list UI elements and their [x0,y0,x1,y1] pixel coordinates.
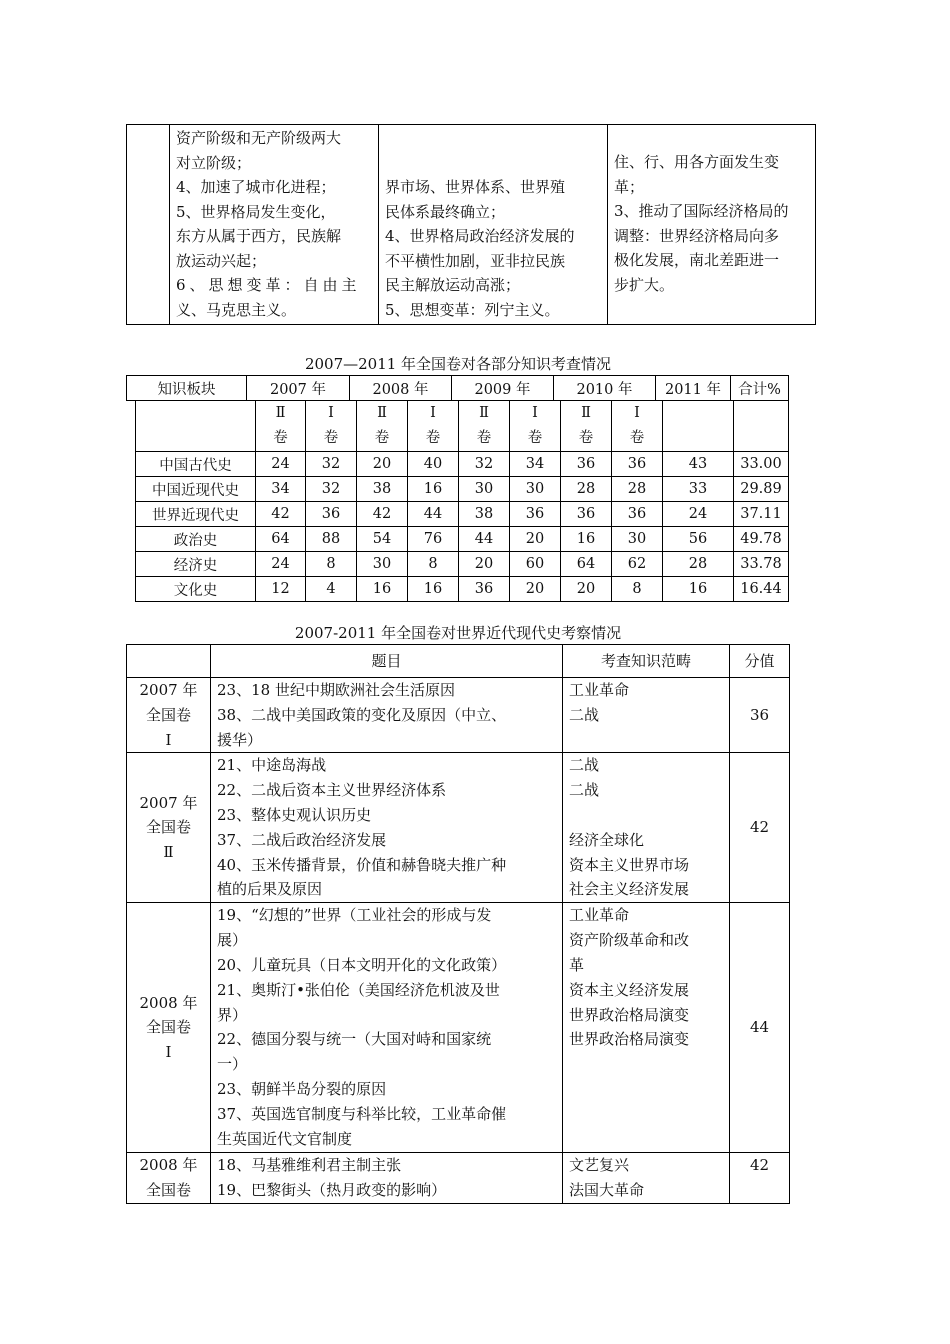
third-revolution-effects-cell [608,125,816,325]
table3-caption: 2007-2011 年全国卷对世界近代现代史考察情况 [294,624,622,642]
value-cell: 43 [663,452,734,477]
value-cell: 8 [306,552,357,577]
score-cell: 44 [730,903,790,1153]
industrial-revolution-effects-cell [170,125,379,325]
value-cell: 32 [306,477,357,502]
header-cell: 2009 年 [452,376,554,401]
value-cell: 38 [459,502,510,527]
text-line: 6、思想变革：自由主 [176,276,361,294]
value-cell: 30 [612,527,663,552]
score-cell: 42 [730,753,790,903]
questions-cell: 23、18 世纪中期欧洲社会生活原因 38、二战中美国政策的变化及原因（中立、 援华） [211,678,563,753]
value-cell: 36 [561,452,612,477]
value-cell: 36 [459,577,510,602]
questions-cell: 18、马基雅维利君主制主张 19、巴黎街头（热月政变的影响） [211,1153,563,1204]
value-cell: 32 [306,452,357,477]
questions-cell: 21、中途岛海战 22、二战后资本主义世界经济体系 23、整体史观认识历史 37、二战后政治经济发展 40、玉米传播背景，价值和赫鲁晓夫推广种 植的后果及原因 [211,753,563,903]
scope-cell: 工业革命 二战 [563,678,730,753]
text-line: 革； [614,177,645,196]
text-line: 3、推动了国际经济格局的 [614,202,789,220]
value-cell: 30 [357,552,408,577]
table2-body [135,400,789,602]
paper-label: 2008 年 全国卷 [127,1153,211,1204]
value-cell: 16 [663,577,734,602]
table2-header [126,375,789,401]
value-cell: 30 [510,477,561,502]
row-label: 经济史 [136,552,256,577]
value-cell: 24 [663,502,734,527]
value-cell: 56 [663,527,734,552]
text-line: 步扩大。 [614,275,675,294]
value-cell: 8 [612,577,663,602]
table-row [127,903,790,1153]
text-line: 民主解放运动高涨； [385,276,521,294]
value-cell: 8 [408,552,459,577]
table-row [136,502,789,527]
value-cell: 20 [459,552,510,577]
text-line: 界市场、世界体系、世界殖 [385,178,566,196]
value-cell: 24 [256,452,306,477]
value-cell: 28 [612,477,663,502]
table-row [127,678,790,753]
total-cell: 29.89 [734,477,789,502]
paper-label: 2007 年 全国卷 Ⅰ [127,678,211,753]
paper-cell: Ⅰ 卷 [306,401,357,452]
empty-cell [663,401,734,452]
value-cell: 40 [408,452,459,477]
value-cell: 36 [612,452,663,477]
text-line: 民体系最终确立； [385,202,506,221]
table-row [136,452,789,477]
value-cell: 12 [256,577,306,602]
value-cell: 62 [612,552,663,577]
value-cell: 20 [510,577,561,602]
paper-cell: Ⅰ 卷 [612,401,663,452]
value-cell: 16 [357,577,408,602]
total-cell: 33.78 [734,552,789,577]
table-row [136,577,789,602]
header-row [127,645,790,678]
value-cell: 20 [561,577,612,602]
empty-cell [734,401,789,452]
paper-cell: Ⅱ 卷 [256,401,306,452]
value-cell: 33 [663,477,734,502]
value-cell: 36 [306,502,357,527]
total-cell: 16.44 [734,577,789,602]
header-cell: 2008 年 [350,376,452,401]
total-cell: 49.78 [734,527,789,552]
value-cell: 34 [256,477,306,502]
value-cell: 20 [510,527,561,552]
value-cell: 36 [612,502,663,527]
text-line: 住、行、用各方面发生变 [614,153,780,171]
text-line: 对立阶级； [176,153,252,172]
header-cell: 2007 年 [247,376,350,401]
header-cell: 合计% [731,376,789,401]
value-cell: 38 [357,477,408,502]
value-cell: 24 [256,552,306,577]
value-cell: 32 [459,452,510,477]
header-cell: 知识板块 [127,376,247,401]
value-cell: 20 [357,452,408,477]
row-label: 世界近现代史 [136,502,256,527]
table-row [127,753,790,903]
row-label: 中国古代史 [136,452,256,477]
value-cell: 60 [510,552,561,577]
value-cell: 4 [306,577,357,602]
text-line: 义、马克思主义。 [176,300,297,319]
text-line: 极化发展，南北差距进一 [614,251,780,269]
value-cell: 54 [357,527,408,552]
top-continuation-table [126,124,816,325]
header-cell: 题目 [211,645,563,678]
value-cell: 64 [561,552,612,577]
text-line: 东方从属于西方，民族解 [176,227,342,245]
paper-cell: Ⅱ 卷 [459,401,510,452]
total-cell: 33.00 [734,452,789,477]
scope-cell: 工业革命 资产阶级革命和改 革 资本主义经济发展 世界政治格局演变 世界政治格局演变 [563,903,730,1153]
value-cell: 28 [561,477,612,502]
value-cell: 76 [408,527,459,552]
row-label: 文化史 [136,577,256,602]
text-line: 4、世界格局政治经济发展的 [385,227,575,245]
table3 [126,644,790,1204]
empty-cell [136,401,256,452]
header-cell: 2011 年 [656,376,731,401]
text-line: 4、加速了城市化进程； [176,178,336,196]
scope-cell: 二战 二战 经济全球化 资本主义世界市场 社会主义经济发展 [563,753,730,903]
table-row [136,527,789,552]
value-cell: 36 [561,502,612,527]
value-cell: 36 [510,502,561,527]
value-cell: 34 [510,452,561,477]
score-cell: 42 [730,1153,790,1204]
value-cell: 16 [408,577,459,602]
value-cell: 88 [306,527,357,552]
header-cell [127,645,211,678]
text-line: 不平横性加剧，亚非拉民族 [385,251,566,270]
table-row [127,1153,790,1204]
value-cell: 64 [256,527,306,552]
value-cell: 28 [663,552,734,577]
paper-cell: Ⅰ 卷 [408,401,459,452]
table2-caption: 2007—2011 年全国卷对各部分知识考查情况 [304,355,612,373]
header-cell: 2010 年 [554,376,656,401]
value-cell: 16 [561,527,612,552]
table-row [136,552,789,577]
paper-label: 2008 年 全国卷 Ⅰ [127,903,211,1153]
empty-label-cell [127,125,170,325]
score-cell: 36 [730,678,790,753]
paper-cell: Ⅱ 卷 [357,401,408,452]
text-line: 5、思想变革：列宁主义。 [385,300,560,319]
row-label: 政治史 [136,527,256,552]
subheader-row [136,401,789,452]
total-cell: 37.11 [734,502,789,527]
text-line: 放运动兴起； [176,251,267,270]
questions-cell: 19、“幻想的”世界（工业社会的形成与发 展） 20、儿童玩具（日本文明开化的文化政策） 21、奥斯汀•张伯伦（美国经济危机波及世 界） 22、德国分裂与统一（大国对峙和国家统 一） 23、朝鲜半岛分裂的原因 37、英国选官制度与科举比较，工业革命催 生英国近代文官制度 [211,903,563,1153]
paper-cell: Ⅱ 卷 [561,401,612,452]
header-cell: 考查知识范畴 [563,645,730,678]
text-line: 5、世界格局发生变化， [176,202,336,221]
value-cell: 30 [459,477,510,502]
second-revolution-effects-cell [379,125,608,325]
header-cell: 分值 [730,645,790,678]
value-cell: 42 [357,502,408,527]
text-line: 资产阶级和无产阶级两大 [176,129,342,147]
table-row [136,477,789,502]
text-line: 调整：世界经济格局向多 [614,226,780,245]
value-cell: 16 [408,477,459,502]
paper-label: 2007 年 全国卷 Ⅱ [127,753,211,903]
paper-cell: Ⅰ 卷 [510,401,561,452]
row-label: 中国近现代史 [136,477,256,502]
scope-cell: 文艺复兴 法国大革命 [563,1153,730,1204]
value-cell: 42 [256,502,306,527]
value-cell: 44 [408,502,459,527]
value-cell: 44 [459,527,510,552]
